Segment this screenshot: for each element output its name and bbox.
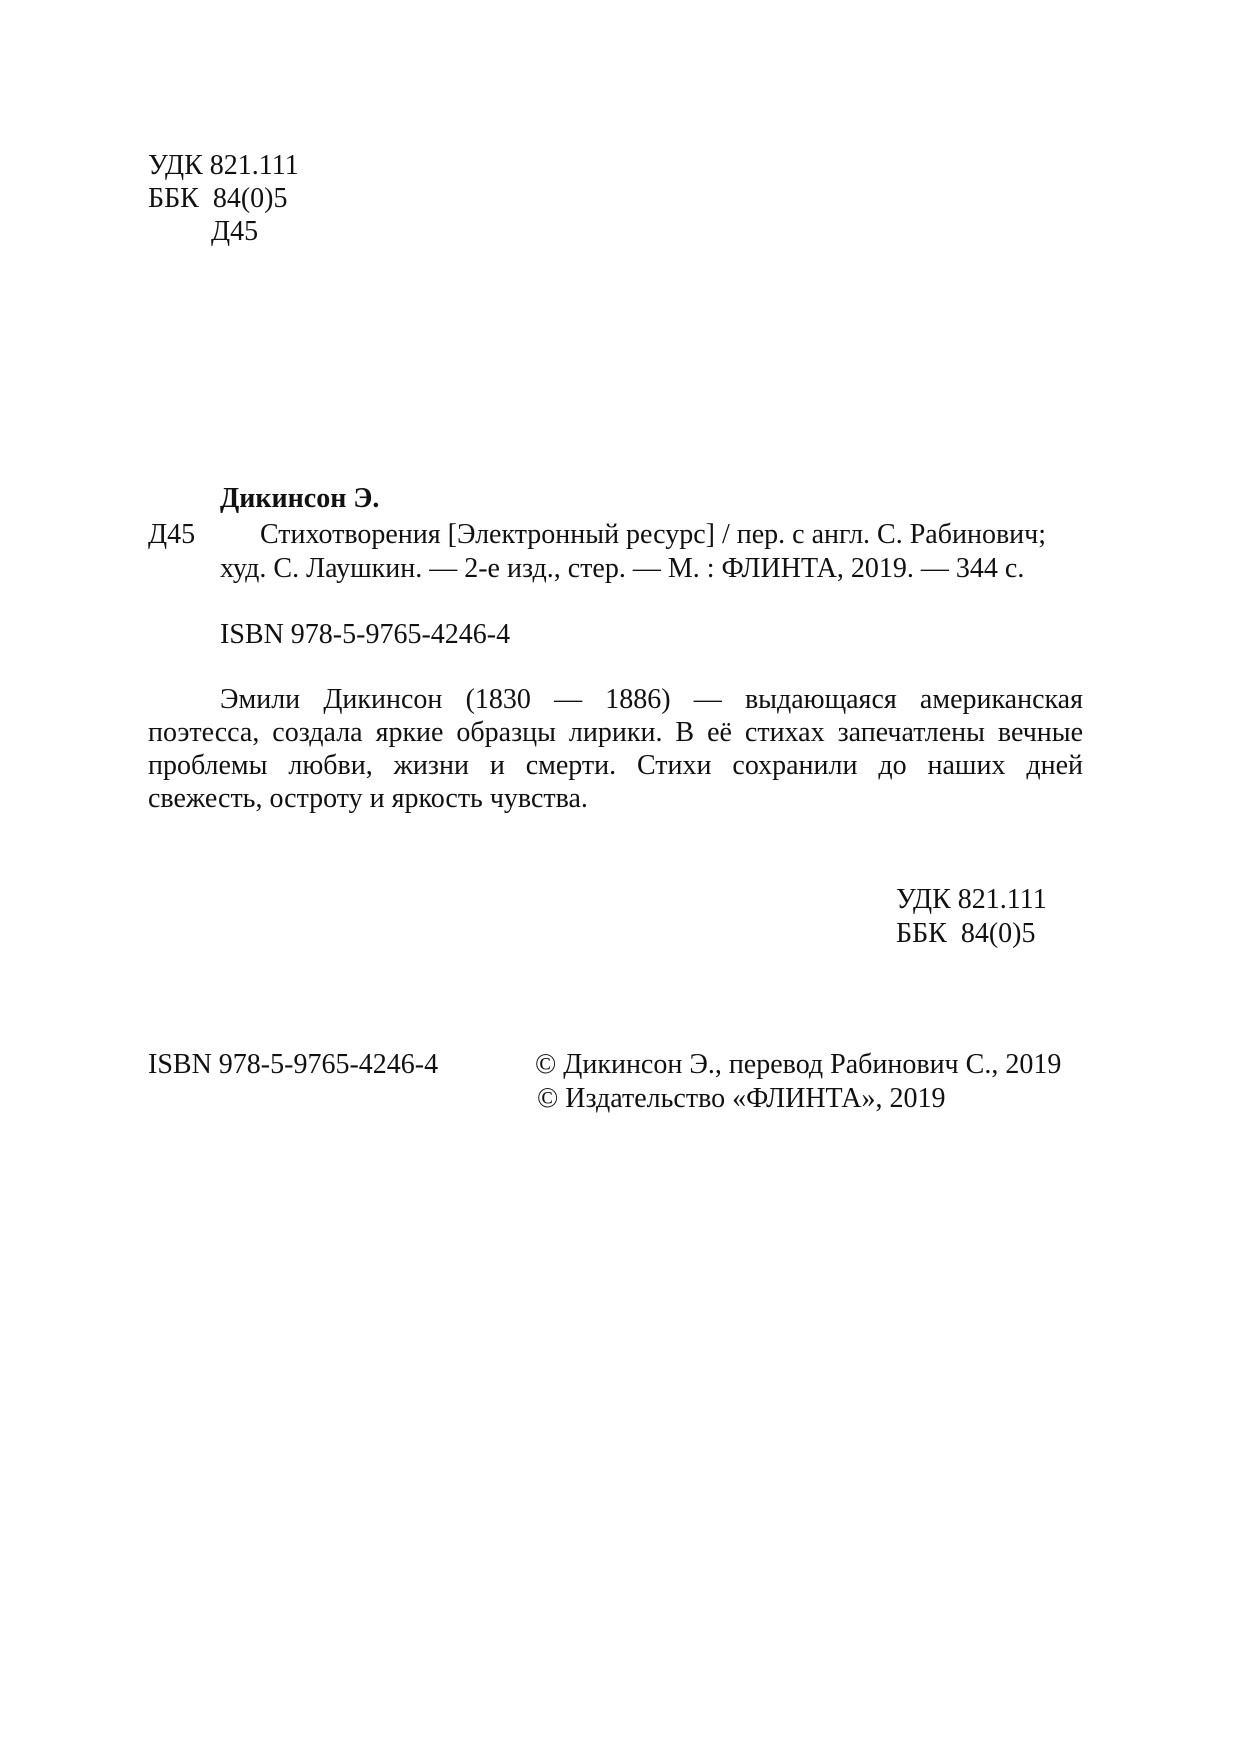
annotation-line: свежесть, остроту и яркость чувства. xyxy=(148,783,588,814)
record-title-line: Стихотворения [Электронный ресурс] / пер. с англ. С. Рабинович; xyxy=(260,519,1047,550)
record-author-mark: Д45 xyxy=(148,519,196,550)
annotation-paragraph xyxy=(148,684,1083,816)
annotation-line: Эмили Дикинсон (1830 — 1886) — выдающаяся американская xyxy=(220,684,1083,715)
annotation-line: поэтесса, создала яркие образцы лирики. В её стихах запечатлены вечные xyxy=(148,717,1083,748)
record-author: Дикинсон Э. xyxy=(220,483,380,514)
footer-isbn: ISBN 978-5-9765-4246-4 xyxy=(148,1049,439,1080)
bbk-code-bottom: ББК 84(0)5 xyxy=(896,918,1036,949)
author-mark: Д45 xyxy=(211,216,259,247)
record-title-line: худ. С. Лаушкин. — 2-е изд., стер. — М. : ФЛИНТА, 2019. — 344 с. xyxy=(220,553,1025,584)
udk-code: УДК 821.111 xyxy=(148,150,299,181)
annotation-line: проблемы любви, жизни и смерти. Стихи сохранили до наших дней xyxy=(148,750,1083,781)
record-isbn: ISBN 978-5-9765-4246-4 xyxy=(220,619,511,650)
bbk-code: ББК 84(0)5 xyxy=(148,183,288,214)
copyright-line: © Издательство «ФЛИНТА», 2019 xyxy=(537,1083,946,1114)
copyright-line: © Дикинсон Э., перевод Рабинович С., 2019 xyxy=(535,1049,1062,1080)
udk-code-bottom: УДК 821.111 xyxy=(896,884,1047,915)
